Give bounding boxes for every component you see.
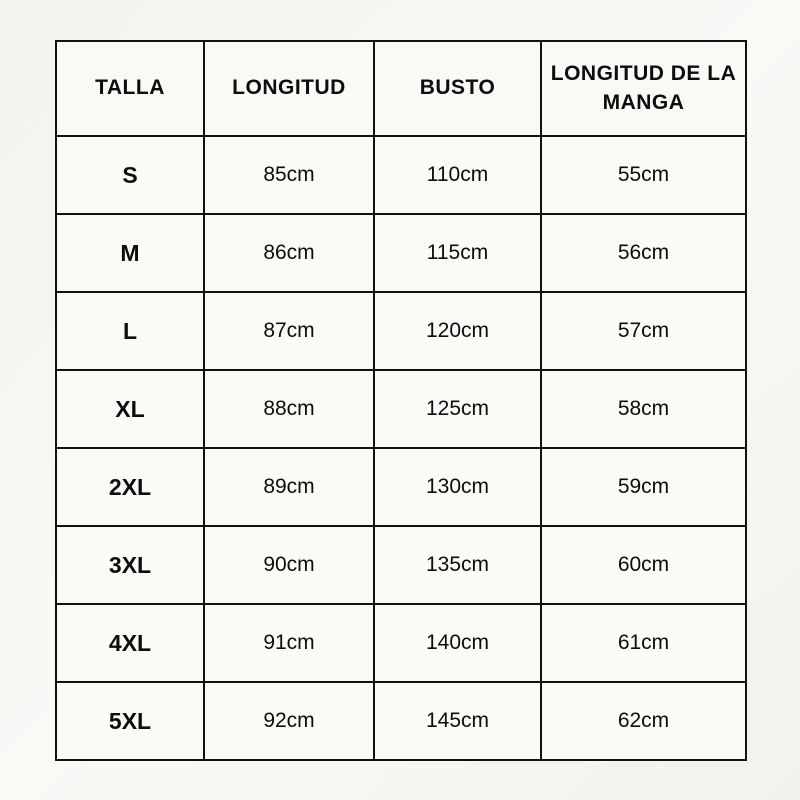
busto-cell: 110cm	[374, 136, 541, 214]
size-cell: XL	[56, 370, 204, 448]
manga-cell: 56cm	[541, 214, 746, 292]
header-busto: BUSTO	[374, 41, 541, 136]
table-row	[56, 214, 746, 292]
longitud-cell: 91cm	[204, 604, 374, 682]
longitud-cell: 86cm	[204, 214, 374, 292]
manga-cell: 58cm	[541, 370, 746, 448]
size-cell: 2XL	[56, 448, 204, 526]
size-cell: M	[56, 214, 204, 292]
table-row	[56, 136, 746, 214]
busto-cell: 115cm	[374, 214, 541, 292]
table-row	[56, 682, 746, 760]
busto-cell: 135cm	[374, 526, 541, 604]
busto-cell: 120cm	[374, 292, 541, 370]
size-cell: 3XL	[56, 526, 204, 604]
busto-cell: 140cm	[374, 604, 541, 682]
manga-cell: 59cm	[541, 448, 746, 526]
header-talla: TALLA	[56, 41, 204, 136]
manga-cell: 62cm	[541, 682, 746, 760]
table-row	[56, 370, 746, 448]
busto-cell: 125cm	[374, 370, 541, 448]
manga-cell: 60cm	[541, 526, 746, 604]
longitud-cell: 90cm	[204, 526, 374, 604]
longitud-cell: 88cm	[204, 370, 374, 448]
manga-cell: 61cm	[541, 604, 746, 682]
header-longitud: LONGITUD	[204, 41, 374, 136]
size-cell: 4XL	[56, 604, 204, 682]
manga-cell: 55cm	[541, 136, 746, 214]
busto-cell: 145cm	[374, 682, 541, 760]
busto-cell: 130cm	[374, 448, 541, 526]
size-cell: S	[56, 136, 204, 214]
manga-cell: 57cm	[541, 292, 746, 370]
table-row	[56, 448, 746, 526]
table-row	[56, 292, 746, 370]
table-header	[56, 41, 746, 136]
size-cell: L	[56, 292, 204, 370]
header-longitud-manga: LONGITUD DE LA MANGA	[541, 41, 746, 136]
longitud-cell: 87cm	[204, 292, 374, 370]
size-cell: 5XL	[56, 682, 204, 760]
header-row	[56, 41, 746, 136]
table-row	[56, 526, 746, 604]
size-chart-table	[55, 40, 747, 761]
longitud-cell: 92cm	[204, 682, 374, 760]
table-row	[56, 604, 746, 682]
longitud-cell: 85cm	[204, 136, 374, 214]
table-body	[56, 136, 746, 760]
longitud-cell: 89cm	[204, 448, 374, 526]
